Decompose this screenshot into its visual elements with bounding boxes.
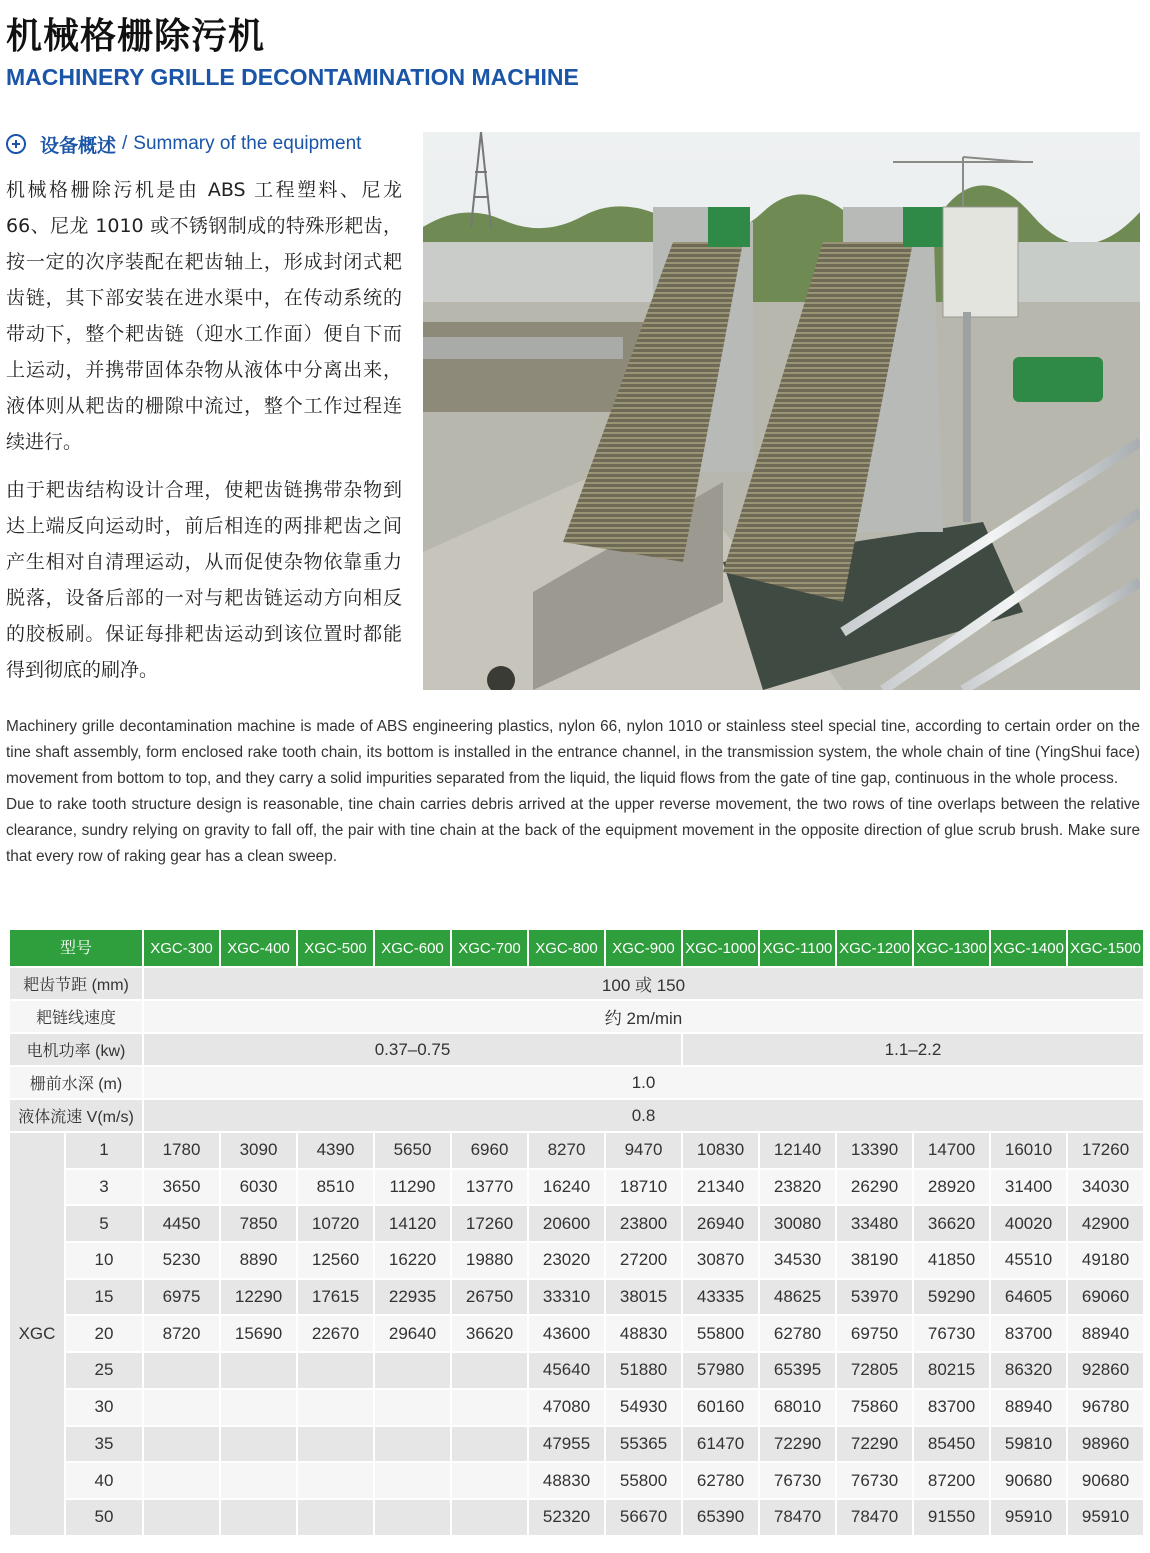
table-cell: 26940 <box>683 1206 758 1241</box>
table-cell: 34030 <box>1068 1170 1143 1205</box>
table-cell: 17615 <box>298 1280 373 1315</box>
table-cell: 55800 <box>606 1463 681 1498</box>
table-cell <box>221 1500 296 1535</box>
table-cell <box>375 1463 450 1498</box>
table-cell: 6030 <box>221 1170 296 1205</box>
table-cell: 11290 <box>375 1170 450 1205</box>
table-cell <box>298 1353 373 1388</box>
section-heading <box>6 130 361 158</box>
table-cell: 36620 <box>452 1316 527 1351</box>
model-header: XGC-500 <box>298 930 373 966</box>
table-cell: 51880 <box>606 1353 681 1388</box>
table-row <box>10 1500 1143 1535</box>
equipment-photo <box>423 132 1140 690</box>
table-cell: 12290 <box>221 1280 296 1315</box>
table-cell: 43335 <box>683 1280 758 1315</box>
table-cell <box>452 1427 527 1462</box>
spec-row <box>10 1067 1143 1098</box>
table-row <box>10 1316 1143 1351</box>
spec-value: 1.0 <box>144 1067 1143 1098</box>
table-cell: 95910 <box>1068 1500 1143 1535</box>
table-row <box>10 1427 1143 1462</box>
en-paragraph: Due to rake tooth structure design is reasonable, tine chain carries debris arrived at the upper reverse movement, the two rows of tine overlaps between the relative clearance, sundry relying on gravity to fall off, the pair with tine chain at the back of the equipment movement in the opposite direction of glue scrub brush. Make sure that every row of raking gear has a clean sweep. <box>6 796 1140 865</box>
table-cell: 85450 <box>914 1427 989 1462</box>
table-cell: 90680 <box>1068 1463 1143 1498</box>
table-cell: 14700 <box>914 1133 989 1168</box>
table-cell: 16240 <box>529 1170 604 1205</box>
table-cell: 88940 <box>991 1390 1066 1425</box>
table-cell: 45640 <box>529 1353 604 1388</box>
cn-paragraph: 由于耙齿结构设计合理，使耙齿链携带杂物到达上端反向运动时，前后相连的两排耙齿之间产生相对自清理运动，从而促使杂物依靠重力脱落，设备后部的一对与耙齿链运动方向相反的胶板刷。保证每排耙齿运动到该位置时都能得到彻底的刷净。 <box>6 479 402 681</box>
table-cell <box>221 1463 296 1498</box>
table-cell <box>375 1390 450 1425</box>
table-cell: 65390 <box>683 1500 758 1535</box>
row-key: 35 <box>66 1427 142 1462</box>
row-key: 15 <box>66 1280 142 1315</box>
table-cell: 75860 <box>837 1390 912 1425</box>
table-cell: 76730 <box>914 1316 989 1351</box>
row-key: 3 <box>66 1170 142 1205</box>
table-cell <box>452 1353 527 1388</box>
row-key: 30 <box>66 1390 142 1425</box>
table-cell: 19880 <box>452 1243 527 1278</box>
table-cell <box>221 1390 296 1425</box>
table-cell: 33310 <box>529 1280 604 1315</box>
spec-label: 液体流速 V(m/s) <box>10 1100 142 1131</box>
table-header-row <box>10 930 1143 966</box>
table-cell: 23800 <box>606 1206 681 1241</box>
table-cell: 18710 <box>606 1170 681 1205</box>
table-cell: 36620 <box>914 1206 989 1241</box>
table-cell: 40020 <box>991 1206 1066 1241</box>
table-cell: 78470 <box>837 1500 912 1535</box>
table-cell: 5230 <box>144 1243 219 1278</box>
table-cell: 33480 <box>837 1206 912 1241</box>
spec-row <box>10 1100 1143 1131</box>
page-title-en: MACHINERY GRILLE DECONTAMINATION MACHINE <box>6 64 579 90</box>
row-key: 40 <box>66 1463 142 1498</box>
table-cell: 34530 <box>760 1243 835 1278</box>
table-cell <box>375 1500 450 1535</box>
spec-value: 0.37–0.75 <box>144 1034 681 1065</box>
table-cell: 3650 <box>144 1170 219 1205</box>
table-cell: 62780 <box>760 1316 835 1351</box>
table-cell: 64605 <box>991 1280 1066 1315</box>
table-cell: 57980 <box>683 1353 758 1388</box>
table-cell <box>144 1353 219 1388</box>
table-cell: 29640 <box>375 1316 450 1351</box>
cn-paragraph: 机械格栅除污机是由 ABS 工程塑料、尼龙 66、尼龙 1010 或不锈钢制成的特殊形耙齿，按一定的次序装配在耙齿轴上，形成封闭式耙齿链，其下部安装在进水渠中，在传动系统的带动下，整个耙齿链（迎水工作面）便自下而上运动，并携带固体杂物从液体中分离出来，液体则从耙齿的栅隙中流过，整个工作过程连续进行。 <box>6 179 402 453</box>
model-header: XGC-1400 <box>991 930 1066 966</box>
spec-label: 栅前水深 (m) <box>10 1067 142 1098</box>
table-cell: 53970 <box>837 1280 912 1315</box>
table-cell <box>452 1463 527 1498</box>
table-cell: 72805 <box>837 1353 912 1388</box>
table-cell: 95910 <box>991 1500 1066 1535</box>
table-cell: 23020 <box>529 1243 604 1278</box>
table-cell: 20600 <box>529 1206 604 1241</box>
model-header: XGC-600 <box>375 930 450 966</box>
table-cell: 47080 <box>529 1390 604 1425</box>
spec-value: 100 或 150 <box>144 968 1143 999</box>
table-row <box>10 1353 1143 1388</box>
table-cell <box>221 1427 296 1462</box>
table-cell: 16220 <box>375 1243 450 1278</box>
table-cell: 69060 <box>1068 1280 1143 1315</box>
table-cell: 54930 <box>606 1390 681 1425</box>
cn-description <box>6 172 402 700</box>
model-header: XGC-1300 <box>914 930 989 966</box>
table-cell: 61470 <box>683 1427 758 1462</box>
model-header: XGC-1500 <box>1068 930 1143 966</box>
table-cell: 78470 <box>760 1500 835 1535</box>
table-cell <box>298 1427 373 1462</box>
table-cell: 45510 <box>991 1243 1066 1278</box>
plus-circle-icon <box>6 134 26 154</box>
table-cell: 98960 <box>1068 1427 1143 1462</box>
table-cell: 62780 <box>683 1463 758 1498</box>
row-key: 1 <box>66 1133 142 1168</box>
table-cell: 68010 <box>760 1390 835 1425</box>
table-cell <box>144 1390 219 1425</box>
table-cell: 42900 <box>1068 1206 1143 1241</box>
page-title-cn: 机械格栅除污机 <box>6 16 266 57</box>
table-cell: 49180 <box>1068 1243 1143 1278</box>
spec-table <box>8 928 1145 1537</box>
model-header: XGC-1200 <box>837 930 912 966</box>
section-title-cn: 设备概述 <box>40 134 117 157</box>
table-cell: 17260 <box>1068 1133 1143 1168</box>
table-row <box>10 1243 1143 1278</box>
table-cell: 69750 <box>837 1316 912 1351</box>
table-cell <box>144 1463 219 1498</box>
table-cell: 10720 <box>298 1206 373 1241</box>
table-cell <box>298 1463 373 1498</box>
table-cell: 48830 <box>529 1463 604 1498</box>
table-cell: 91550 <box>914 1500 989 1535</box>
table-cell: 76730 <box>760 1463 835 1498</box>
table-row <box>10 1463 1143 1498</box>
table-cell: 23820 <box>760 1170 835 1205</box>
table-row <box>10 1390 1143 1425</box>
section-title-separator: / <box>122 133 128 154</box>
section-title-en: Summary of the equipment <box>133 133 362 154</box>
table-cell: 30870 <box>683 1243 758 1278</box>
table-cell: 59290 <box>914 1280 989 1315</box>
en-description <box>6 714 1140 870</box>
table-cell: 8270 <box>529 1133 604 1168</box>
spec-label: 耙齿节距 (mm) <box>10 968 142 999</box>
table-cell: 83700 <box>991 1316 1066 1351</box>
table-cell <box>298 1390 373 1425</box>
spec-value: 约 2m/min <box>144 1001 1143 1032</box>
table-cell: 28920 <box>914 1170 989 1205</box>
table-cell: 88940 <box>1068 1316 1143 1351</box>
table-cell: 59810 <box>991 1427 1066 1462</box>
table-cell: 22935 <box>375 1280 450 1315</box>
model-header: XGC-700 <box>452 930 527 966</box>
table-row <box>10 1170 1143 1205</box>
row-key: 10 <box>66 1243 142 1278</box>
table-cell: 41850 <box>914 1243 989 1278</box>
spec-row <box>10 968 1143 999</box>
table-cell: 10830 <box>683 1133 758 1168</box>
table-cell: 92860 <box>1068 1353 1143 1388</box>
table-cell: 80215 <box>914 1353 989 1388</box>
table-cell: 4450 <box>144 1206 219 1241</box>
table-cell: 48830 <box>606 1316 681 1351</box>
table-cell: 15690 <box>221 1316 296 1351</box>
table-cell: 55365 <box>606 1427 681 1462</box>
table-cell: 96780 <box>1068 1390 1143 1425</box>
row-key: 25 <box>66 1353 142 1388</box>
table-cell: 6975 <box>144 1280 219 1315</box>
table-row <box>10 1206 1143 1241</box>
table-cell: 27200 <box>606 1243 681 1278</box>
table-cell: 72290 <box>760 1427 835 1462</box>
table-cell <box>452 1500 527 1535</box>
table-cell: 26290 <box>837 1170 912 1205</box>
spec-value: 1.1–2.2 <box>683 1034 1143 1065</box>
table-cell: 38015 <box>606 1280 681 1315</box>
spec-label: 耙链线速度 <box>10 1001 142 1032</box>
table-cell: 86320 <box>991 1353 1066 1388</box>
table-cell: 8510 <box>298 1170 373 1205</box>
table-cell: 12140 <box>760 1133 835 1168</box>
table-cell <box>144 1500 219 1535</box>
table-cell <box>375 1427 450 1462</box>
table-cell <box>221 1353 296 1388</box>
model-header: XGC-1000 <box>683 930 758 966</box>
model-header: XGC-1100 <box>760 930 835 966</box>
spec-label: 电机功率 (kw) <box>10 1034 142 1065</box>
table-cell: 1780 <box>144 1133 219 1168</box>
model-header: XGC-800 <box>529 930 604 966</box>
spec-value: 0.8 <box>144 1100 1143 1131</box>
table-cell: 5650 <box>375 1133 450 1168</box>
model-header: XGC-400 <box>221 930 296 966</box>
table-cell: 38190 <box>837 1243 912 1278</box>
model-header: XGC-300 <box>144 930 219 966</box>
table-cell: 8720 <box>144 1316 219 1351</box>
table-cell <box>144 1427 219 1462</box>
spec-row <box>10 1001 1143 1032</box>
table-cell: 7850 <box>221 1206 296 1241</box>
table-cell: 17260 <box>452 1206 527 1241</box>
table-cell: 26750 <box>452 1280 527 1315</box>
table-cell: 60160 <box>683 1390 758 1425</box>
table-cell: 16010 <box>991 1133 1066 1168</box>
row-key: 20 <box>66 1316 142 1351</box>
table-cell <box>452 1390 527 1425</box>
table-header-label: 型号 <box>10 930 142 966</box>
table-cell: 76730 <box>837 1463 912 1498</box>
row-key: 5 <box>66 1206 142 1241</box>
table-cell: 31400 <box>991 1170 1066 1205</box>
table-cell <box>375 1353 450 1388</box>
table-cell: 30080 <box>760 1206 835 1241</box>
table-cell: 12560 <box>298 1243 373 1278</box>
table-cell: 55800 <box>683 1316 758 1351</box>
model-header: XGC-900 <box>606 930 681 966</box>
table-row <box>10 1280 1143 1315</box>
row-key: 50 <box>66 1500 142 1535</box>
series-group-label: XGC <box>10 1133 64 1535</box>
table-cell: 4390 <box>298 1133 373 1168</box>
table-cell: 8890 <box>221 1243 296 1278</box>
table-row <box>10 1133 1143 1168</box>
table-cell <box>298 1500 373 1535</box>
table-cell: 47955 <box>529 1427 604 1462</box>
table-cell: 72290 <box>837 1427 912 1462</box>
table-cell: 87200 <box>914 1463 989 1498</box>
en-paragraph: Machinery grille decontamination machine is made of ABS engineering plastics, nylon 66, nylon 1010 or stainless steel special tine, according to certain order on the tine shaft assembly, form enclosed rake tooth chain, its bottom is installed in the entrance channel, in the transmission system, the whole chain of tine (YingShui face) movement from bottom to top, and they carry a solid impurities separated from the liquid, the liquid flows from the gate of tine gap, continuous in the whole process. <box>6 718 1140 787</box>
spec-row <box>10 1034 1143 1065</box>
table-cell: 52320 <box>529 1500 604 1535</box>
table-cell: 56670 <box>606 1500 681 1535</box>
table-cell: 13390 <box>837 1133 912 1168</box>
capacity-table-body <box>10 1133 1143 1535</box>
table-cell: 90680 <box>991 1463 1066 1498</box>
table-cell: 65395 <box>760 1353 835 1388</box>
table-cell: 22670 <box>298 1316 373 1351</box>
table-cell: 9470 <box>606 1133 681 1168</box>
table-cell: 48625 <box>760 1280 835 1315</box>
table-cell: 13770 <box>452 1170 527 1205</box>
table-cell: 83700 <box>914 1390 989 1425</box>
table-cell: 14120 <box>375 1206 450 1241</box>
table-cell: 6960 <box>452 1133 527 1168</box>
table-cell: 21340 <box>683 1170 758 1205</box>
table-cell: 3090 <box>221 1133 296 1168</box>
table-cell: 43600 <box>529 1316 604 1351</box>
